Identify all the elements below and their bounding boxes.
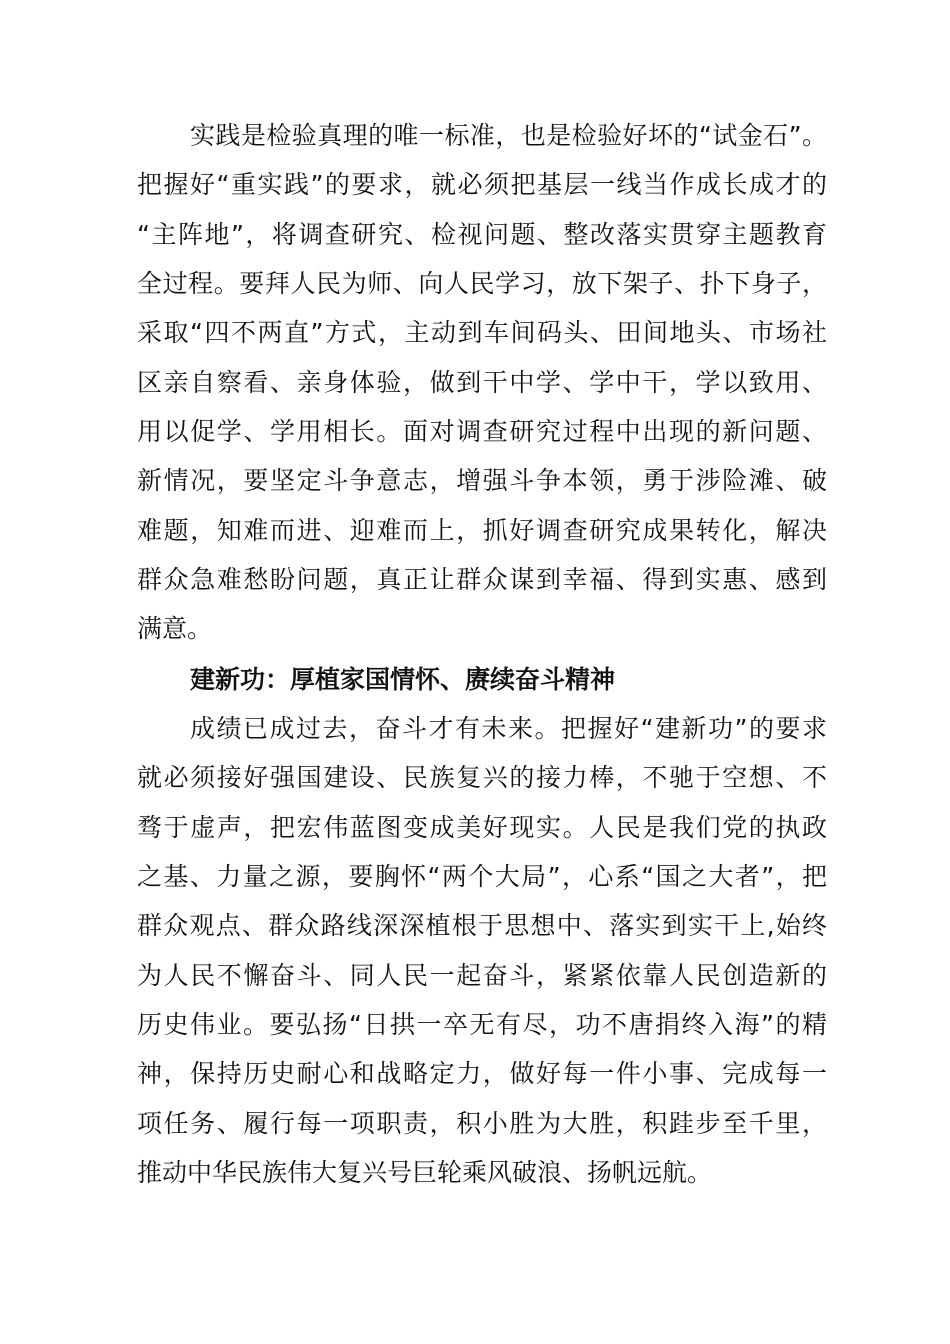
section-heading: 建新功：厚植家国情怀、赓续奋斗精神 — [190, 665, 616, 694]
paragraph-1-line-5: 采取“四不两直”方式，主动到车间码头、田间地头、市场社 — [137, 318, 827, 347]
paragraph-2-line-1: 成绩已成过去，奋斗才有未来。把握好“建新功”的要求 — [190, 714, 827, 743]
paragraph-2-line-4: 之基、力量之源，要胸怀“两个大局”，心系“国之大者”，把 — [137, 862, 827, 891]
paragraph-1-line-2: 把握好“重实践”的要求，就必须把基层一线当作成长成才的 — [137, 170, 827, 199]
paragraph-1-line-9: 难题，知难而进、迎难而上，抓好调查研究成果转化，解决 — [137, 516, 827, 545]
paragraph-1-line-10: 群众急难愁盼问题，真正让群众谋到幸福、得到实惠、感到 — [137, 565, 827, 594]
paragraph-2-line-3: 骛于虚声，把宏伟蓝图变成美好现实。人民是我们党的执政 — [137, 813, 827, 842]
paragraph-2-line-9: 项任务、履行每一项职责，积小胜为大胜，积跬步至千里， — [137, 1109, 827, 1138]
paragraph-1-line-4: 全过程。要拜人民为师、向人民学习，放下架子、扑下身子， — [137, 269, 827, 298]
paragraph-1-line-6: 区亲自察看、亲身体验，做到干中学、学中干，学以致用、 — [137, 368, 827, 397]
paragraph-2-line-6: 为人民不懈奋斗、同人民一起奋斗，紧紧依靠人民创造新的 — [137, 961, 827, 990]
paragraph-1-line-11: 满意。 — [137, 614, 213, 643]
paragraph-2-line-8: 神，保持历史耐心和战略定力，做好每一件小事、完成每一 — [137, 1059, 827, 1088]
paragraph-1-line-8: 新情况，要坚定斗争意志，增强斗争本领，勇于涉险滩、破 — [137, 466, 827, 495]
paragraph-1-line-1: 实践是检验真理的唯一标准，也是检验好坏的“试金石”。 — [190, 121, 827, 150]
paragraph-1-line-3: “主阵地”，将调查研究、检视问题、整改落实贯穿主题教育 — [137, 220, 827, 249]
paragraph-2-line-5: 群众观点、群众路线深深植根于思想中、落实到实干上,始终 — [137, 911, 827, 940]
paragraph-2-line-2: 就必须接好强国建设、民族复兴的接力棒，不驰于空想、不 — [137, 763, 827, 792]
paragraph-2-line-7: 历史伟业。要弘扬“日拱一卒无有尽，功不唐捐终入海”的精 — [137, 1010, 827, 1039]
paragraph-2-line-10: 推动中华民族伟大复兴号巨轮乘风破浪、扬帆远航。 — [137, 1158, 713, 1187]
paragraph-1-line-7: 用以促学、学用相长。面对调查研究过程中出现的新问题、 — [137, 417, 827, 446]
